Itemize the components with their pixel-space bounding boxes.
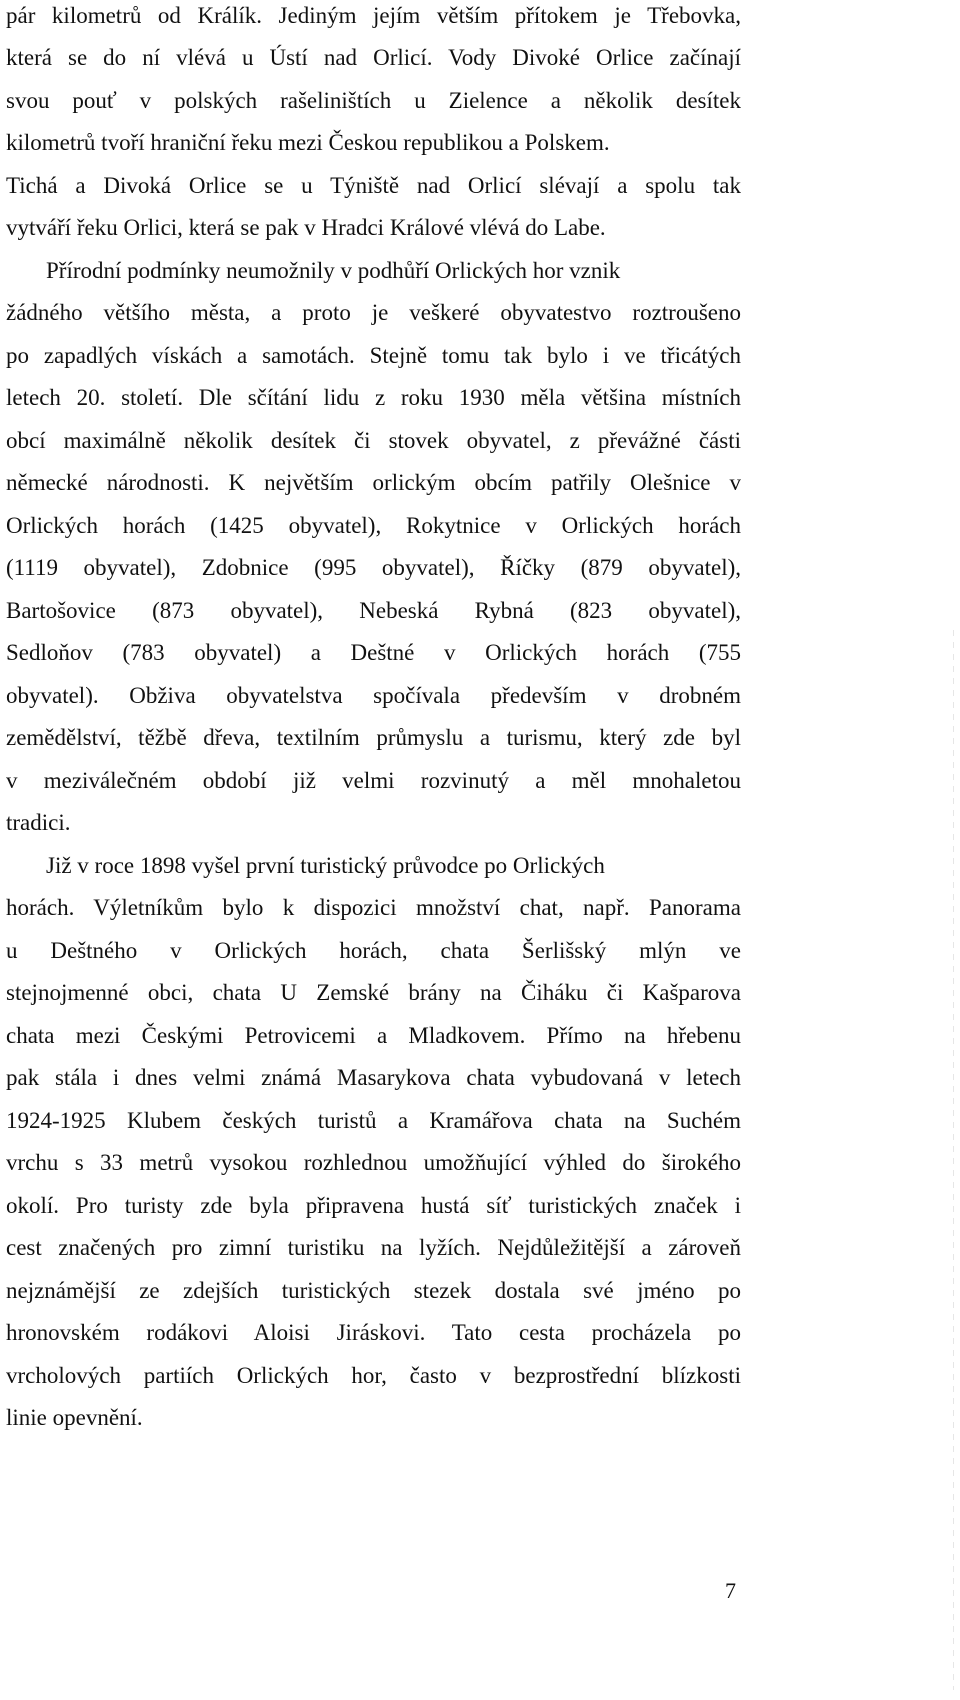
- text-line: po zapadlých vískách a samotách. Stejně tomu tak bylo i ve třicátých: [6, 343, 741, 368]
- text-line: u Deštného v Orlických horách, chata Šerlišský mlýn ve: [6, 938, 741, 963]
- text-line: svou pouť v polských rašeliništích u Zielence a několik desítek: [6, 88, 741, 113]
- text-line: Tichá a Divoká Orlice se u Týniště nad Orlicí slévají a spolu tak: [6, 173, 741, 198]
- text-line: vrcholových partiích Orlických hor, často v bezprostřední blízkosti: [6, 1363, 741, 1388]
- text-line: okolí. Pro turisty zde byla připravena hustá síť turistických značek i: [6, 1193, 741, 1218]
- text-line: vytváří řeku Orlici, která se pak v Hradci Králové vlévá do Labe.: [6, 215, 606, 240]
- text-line: cest značených pro zimní turistiku na lyžích. Nejdůležitější a zároveň: [6, 1235, 741, 1260]
- text-line: pár kilometrů od Králík. Jediným jejím větším přítokem je Třebovka,: [6, 3, 741, 28]
- text-line: nejznámější ze zdejších turistických stezek dostala své jméno po: [6, 1278, 741, 1303]
- text-line: v meziválečném období již velmi rozvinutý a měl mnohaletou: [6, 768, 741, 793]
- text-line: obcí maximálně několik desítek či stovek obyvatel, z převážné části: [6, 428, 741, 453]
- text-line: která se do ní vlévá u Ústí nad Orlicí. Vody Divoké Orlice začínají: [6, 45, 741, 70]
- text-line: tradici.: [6, 810, 71, 835]
- page-number: 7: [725, 1578, 736, 1603]
- text-line: hronovském rodákovi Aloisi Jiráskovi. Tato cesta procházela po: [6, 1320, 741, 1345]
- text-line: (1119 obyvatel), Zdobnice (995 obyvatel), Říčky (879 obyvatel),: [6, 555, 741, 580]
- text-line: chata mezi Českými Petrovicemi a Mladkovem. Přímo na hřebenu: [6, 1023, 741, 1048]
- text-line: obyvatel). Obživa obyvatelstva spočívala především v drobném: [6, 683, 741, 708]
- text-line: vrchu s 33 metrů vysokou rozhlednou umožňující výhled do širokého: [6, 1150, 741, 1175]
- scan-edge-divider: [953, 630, 954, 1690]
- text-line: 1924-1925 Klubem českých turistů a Kramářova chata na Suchém: [6, 1108, 741, 1133]
- text-line: stejnojmenné obci, chata U Zemské brány na Čiháku či Kašparova: [6, 980, 741, 1005]
- text-line: linie opevnění.: [6, 1405, 143, 1430]
- text-line: Přírodní podmínky neumožnily v podhůří Orlických hor vznik: [46, 258, 621, 283]
- text-line: žádného většího města, a proto je veškeré obyvatestvo roztroušeno: [6, 300, 741, 325]
- text-line: horách. Výletníkům bylo k dispozici množství chat, např. Panorama: [6, 895, 741, 920]
- text-line: Již v roce 1898 vyšel první turistický průvodce po Orlických: [46, 853, 605, 878]
- text-line: německé národnosti. K největším orlickým obcím patřily Olešnice v: [6, 470, 741, 495]
- text-line: Sedloňov (783 obyvatel) a Deštné v Orlických horách (755: [6, 640, 741, 665]
- text-line: letech 20. století. Dle sčítání lidu z roku 1930 měla většina místních: [6, 385, 741, 410]
- text-line: pak stála i dnes velmi známá Masarykova chata vybudovaná v letech: [6, 1065, 741, 1090]
- text-line: kilometrů tvoří hraniční řeku mezi Českou republikou a Polskem.: [6, 130, 610, 155]
- text-line: Bartošovice (873 obyvatel), Nebeská Rybná (823 obyvatel),: [6, 598, 741, 623]
- text-line: Orlických horách (1425 obyvatel), Rokytnice v Orlických horách: [6, 513, 741, 538]
- text-line: zemědělství, těžbě dřeva, textilním průmyslu a turismu, který zde byl: [6, 725, 741, 750]
